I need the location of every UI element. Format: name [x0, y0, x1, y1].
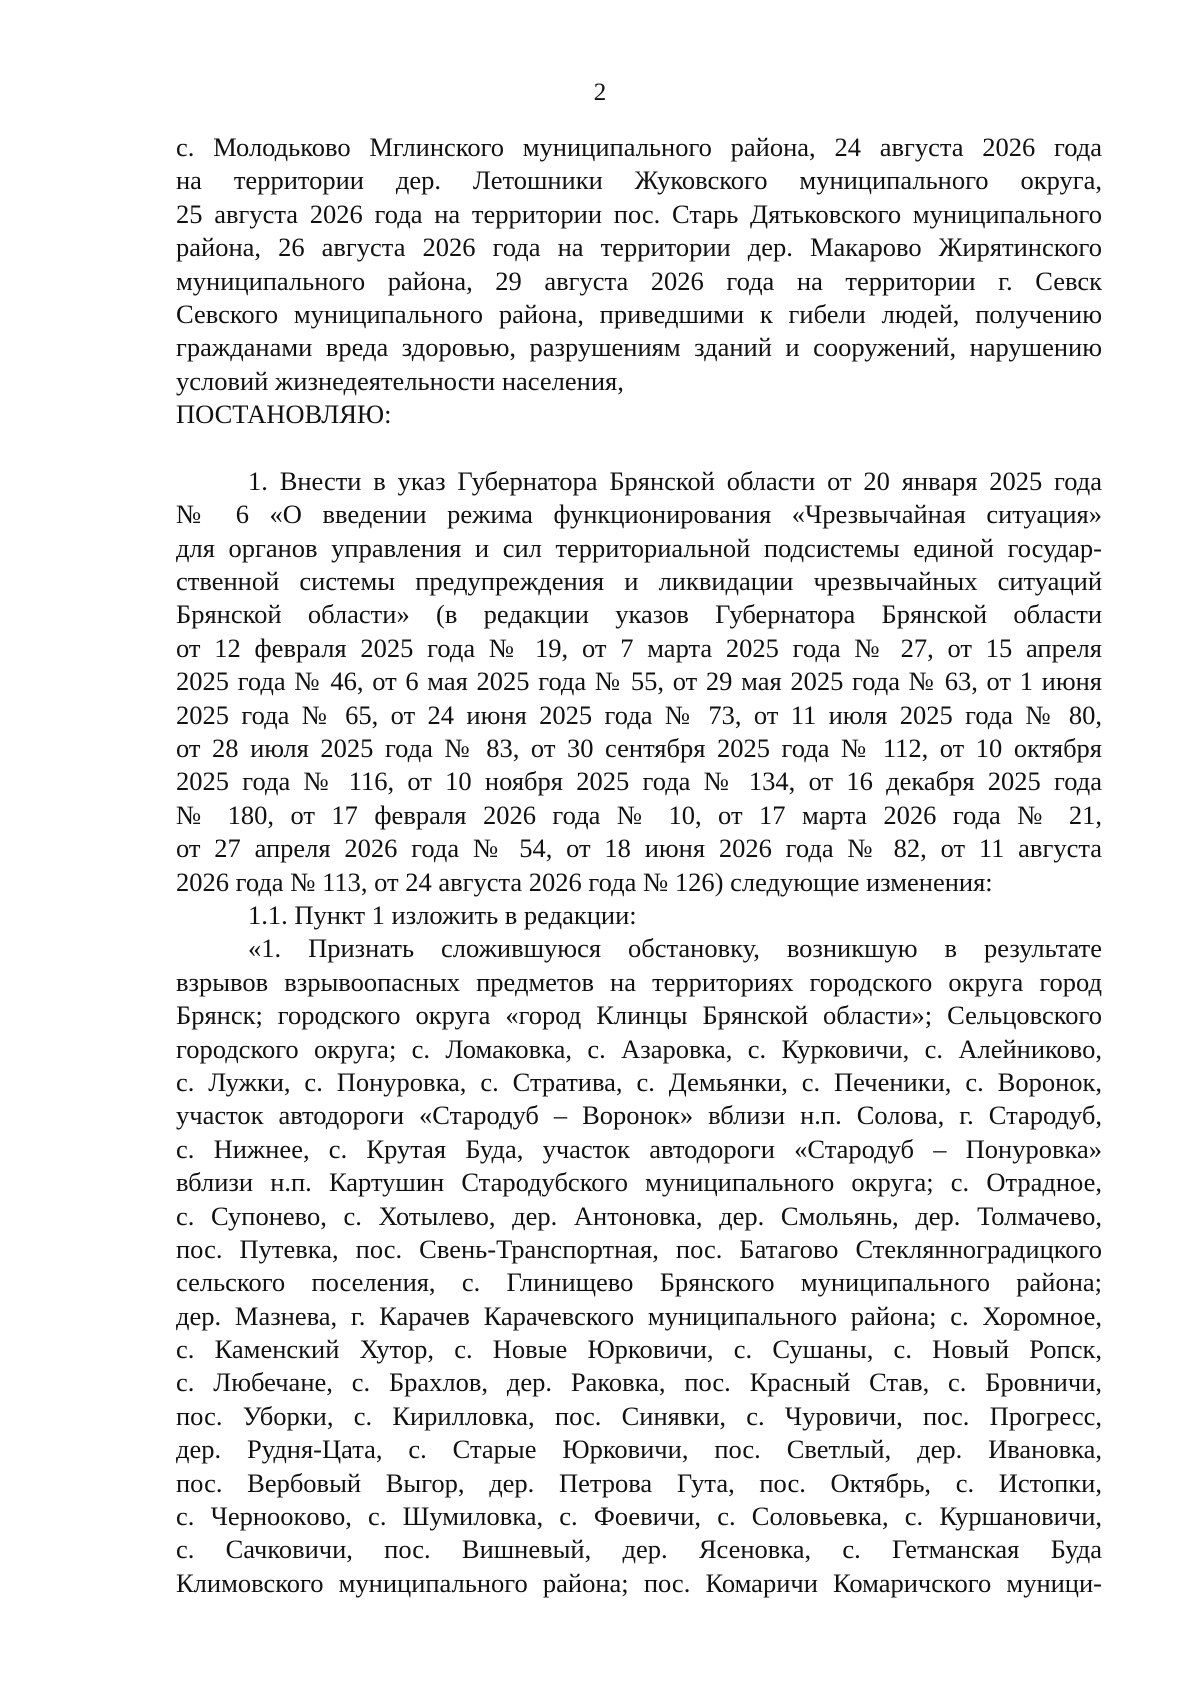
decree-line: от 12 февраля 2025 года № 19, от 7 марта 2025 года № 27, от 15 апреля	[176, 632, 1102, 663]
decree-line: 1.1. Пункт 1 изложить в редакции:	[248, 899, 637, 930]
decree-line: 2025 года № 116, от 10 ноября 2025 года № 134, от 16 декабря 2025 года	[176, 766, 1102, 797]
decree-line: с. Лужки, с. Понуровка, с. Стратива, с. Демьянки, с. Печеники, с. Воронок,	[176, 1066, 1102, 1097]
decree-line: с. Любечане, с. Брахлов, дер. Раковка, пос. Красный Став, с. Бровничи,	[176, 1367, 1102, 1398]
decree-line: пос. Уборки, с. Кирилловка, пос. Синявки, с. Чуровичи, пос. Прогресс,	[176, 1400, 1102, 1431]
intro-line: на территории дер. Летошники Жуковского муниципального округа,	[176, 165, 1102, 196]
intro-line: гражданами вреда здоровью, разрушениям зданий и сооружений, нарушению	[176, 332, 1102, 363]
decree-paragraph	[176, 465, 1102, 1600]
document-body	[176, 131, 1102, 1600]
decree-line: сельского поселения, с. Глинищево Брянского муниципального района;	[176, 1267, 1102, 1298]
decree-line: Брянск; городского округа «город Клинцы Брянской области»; Сельцовского	[176, 1000, 1102, 1031]
intro-line: 25 августа 2026 года на территории пос. Старь Дятьковского муниципального	[176, 198, 1102, 229]
decree-line: с. Нижнее, с. Крутая Буда, участок автодороги «Стародуб – Понуровка»	[176, 1133, 1102, 1164]
decree-line: дер. Мазнева, г. Карачев Карачевского муниципального района; с. Хоромное,	[176, 1300, 1102, 1331]
decree-line: участок автодороги «Стародуб – Воронок» вблизи н.п. Солова, г. Стародуб,	[176, 1100, 1102, 1131]
decree-line: 2025 года № 65, от 24 июня 2025 года № 73, от 11 июля 2025 года № 80,	[176, 699, 1102, 730]
decree-line: № 180, от 17 февраля 2026 года № 10, от 17 марта 2026 года № 21,	[176, 799, 1102, 830]
decree-line: от 27 апреля 2026 года № 54, от 18 июня 2026 года № 82, от 11 августа	[176, 833, 1102, 864]
intro-line: района, 26 августа 2026 года на территории дер. Макарово Жирятинского	[176, 232, 1102, 263]
intro-paragraph	[176, 131, 1102, 432]
decree-line: 1. Внести в указ Губернатора Брянской области от 20 января 2025 года	[248, 465, 1102, 496]
page-number: 2	[593, 79, 607, 106]
paragraph-gap	[176, 432, 1102, 465]
decree-line: 2025 года № 46, от 6 мая 2025 года № 55, от 29 мая 2025 года № 63, от 1 июня	[176, 666, 1102, 697]
decree-line: от 28 июля 2025 года № 83, от 30 сентября 2025 года № 112, от 10 октября	[176, 733, 1102, 764]
decree-line: Климовского муниципального района; пос. Комаричи Комаричского муници-	[176, 1567, 1102, 1598]
intro-line: муниципального района, 29 августа 2026 года на территории г. Севск	[176, 265, 1102, 296]
decree-line: городского округа; с. Ломаковка, с. Азаровка, с. Курковичи, с. Алейниково,	[176, 1033, 1102, 1064]
intro-line: с. Молодьково Мглинского муниципального района, 24 августа 2026 года	[176, 132, 1102, 162]
intro-line: Севского муниципального района, приведшими к гибели людей, получению	[176, 298, 1102, 329]
decree-line: с. Каменский Хутор, с. Новые Юрковичи, с. Сушаны, с. Новый Ропск,	[176, 1334, 1102, 1365]
intro-line: условий жизнедеятельности населения,	[176, 365, 624, 396]
decree-line: ственной системы предупреждения и ликвидации чрезвычайных ситуаций	[176, 566, 1102, 597]
decree-line: для органов управления и сил территориальной подсистемы единой государ-	[176, 532, 1102, 563]
decree-line: дер. Рудня-Цата, с. Старые Юрковичи, пос. Светлый, дер. Ивановка,	[176, 1434, 1102, 1465]
decree-line: вблизи н.п. Картушин Стародубского муниципального округа; с. Отрадное,	[176, 1167, 1102, 1198]
intro-line: ПОСТАНОВЛЯЮ:	[176, 399, 392, 430]
decree-line: с. Сачковичи, пос. Вишневый, дер. Ясеновка, с. Гетманская Буда	[176, 1534, 1102, 1565]
decree-line: Брянской области» (в редакции указов Губернатора Брянской области	[176, 599, 1102, 630]
decree-line: № 6 «О введении режима функционирования «Чрезвычайная ситуация»	[176, 499, 1102, 530]
decree-line: с. Супонево, с. Хотылево, дер. Антоновка, дер. Смольянь, дер. Толмачево,	[176, 1200, 1102, 1231]
decree-line: «1. Признать сложившуюся обстановку, возникшую в результате	[248, 933, 1102, 964]
decree-line: с. Черноокoво, с. Шумиловка, с. Фоевичи, с. Соловьевка, с. Куршановичи,	[176, 1501, 1102, 1532]
decree-line: пос. Путевка, пос. Свень-Транспортная, пос. Батагово Стеклянноградицкого	[176, 1233, 1102, 1264]
decree-line: 2026 года № 113, от 24 августа 2026 года № 126) следующие изменения:	[176, 866, 993, 897]
decree-line: взрывов взрывоопасных предметов на территориях городского округа город	[176, 966, 1102, 997]
decree-line: пос. Вербовый Выгор, дер. Петрова Гута, пос. Октябрь, с. Истопки,	[176, 1467, 1102, 1498]
